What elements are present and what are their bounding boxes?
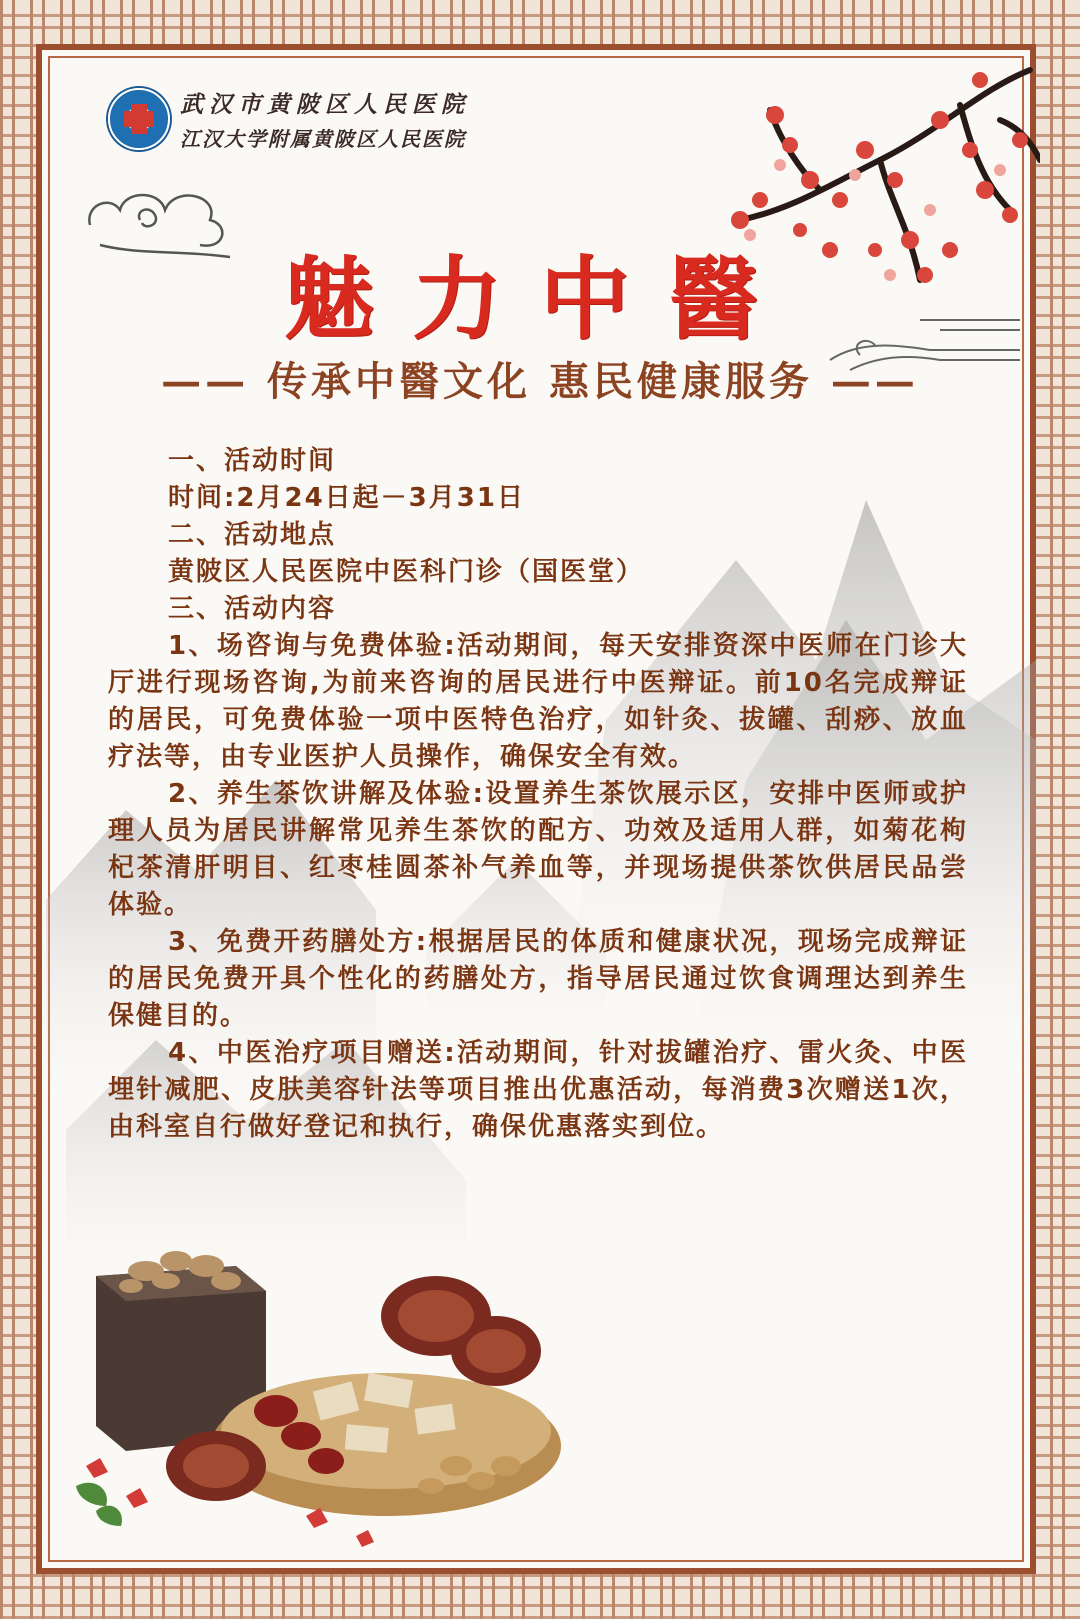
- red-cross-icon: [131, 104, 147, 134]
- content-heading: 三、活动内容: [168, 594, 337, 624]
- place-heading: 二、活动地点: [168, 520, 337, 550]
- hospital-affiliation: 江汉大学附属黄陂区人民医院: [180, 127, 466, 151]
- hospital-name: 武汉市黄陂区人民医院: [180, 91, 470, 118]
- poster-subtitle: —— 传承中醫文化 惠民健康服务 ——: [161, 358, 919, 405]
- place-value: 黄陂区人民医院中医科门诊（国医堂）: [168, 557, 645, 587]
- time-heading: 一、活动时间: [168, 446, 337, 476]
- activity-item-2: 2、养生茶饮讲解及体验:设置养生茶饮展示区，安排中医师或护理人员为居民讲解常见养生茶饮的配方、功效及适用人群，如菊花枸杞茶清肝明目、红枣桂圆茶补气养血等，并现场提供茶饮供居民品尝体验。: [108, 779, 968, 920]
- poster-title: 魅力中醫: [284, 246, 796, 352]
- time-value: 时间:2月24日起－3月31日: [168, 483, 525, 513]
- activity-item-4: 4、中医治疗项目赠送:活动期间，针对拔罐治疗、雷火灸、中医埋针减肥、皮肤美容针法等项目推出优惠活动，每消费3次赠送1次，由科室自行做好登记和执行，确保优惠落实到位。: [108, 1038, 968, 1142]
- hospital-emblem-icon: [108, 88, 170, 150]
- activity-details: [108, 443, 968, 1146]
- herbal-medicine-illustration: [66, 1236, 566, 1556]
- hospital-name-block: [180, 86, 470, 152]
- activity-item-1: 1、场咨询与免费体验:活动期间，每天安排资深中医师在门诊大厅进行现场咨询,为前来咨询的居民进行中医辩证。前10名完成辩证的居民，可免费体验一项中医特色治疗，如针灸、拔罐、刮痧、放血疗法等，由专业医护人员操作，确保安全有效。: [108, 631, 968, 772]
- hospital-logo-block: [108, 86, 470, 152]
- activity-item-3: 3、免费开药膳处方:根据居民的体质和健康状况，现场完成辩证的居民免费开具个性化的药膳处方，指导居民通过饮食调理达到养生保健目的。: [108, 927, 968, 1031]
